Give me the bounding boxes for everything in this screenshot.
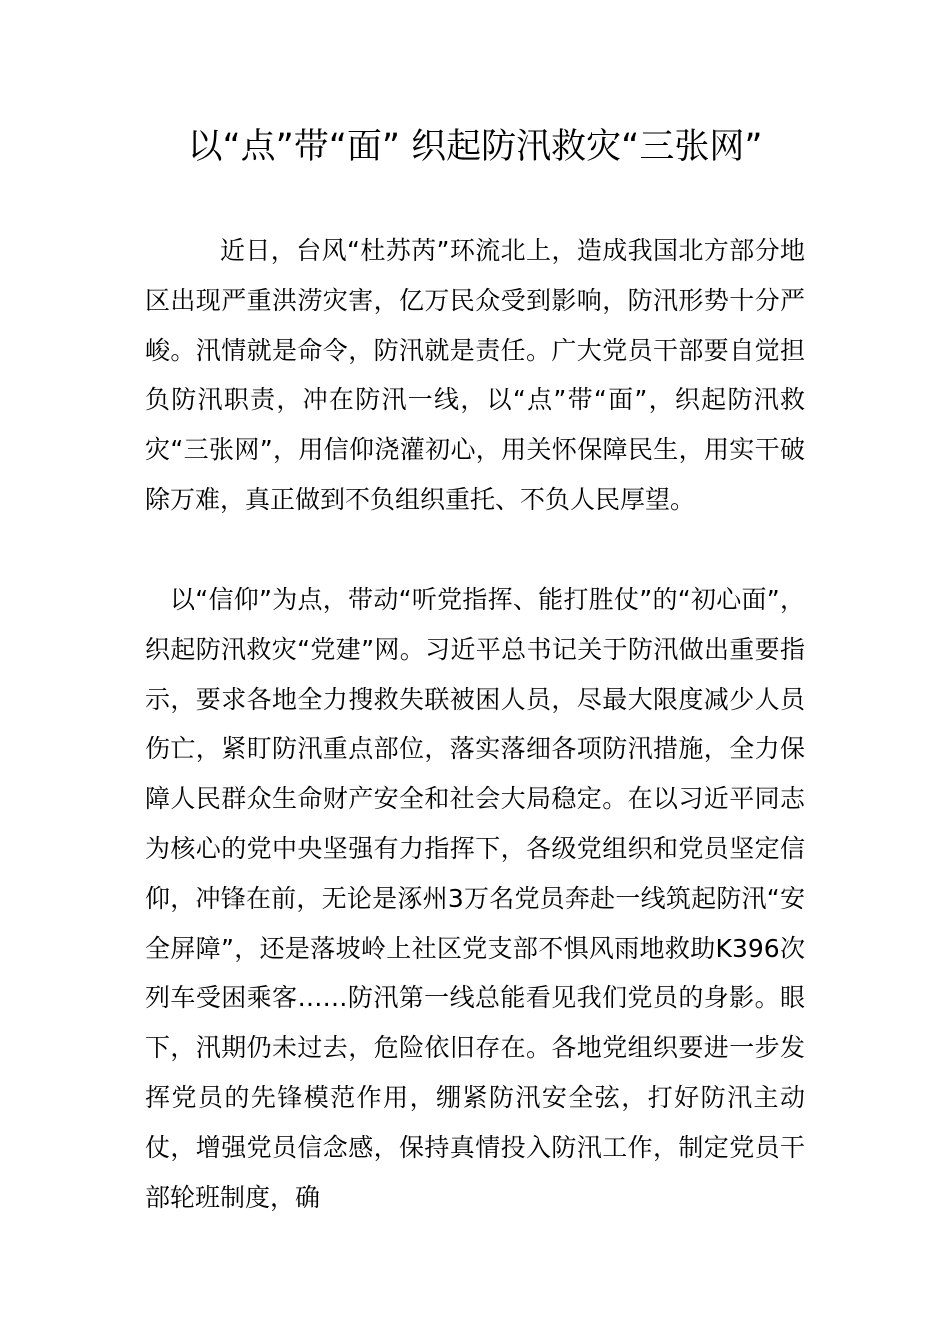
paragraph-faith: 以“信仰”为点，带动“听党指挥、能打胜仗”的“初心面”，织起防汛救灾“党建”网。习近平总书记关于防汛做出重要指示，要求各地全力搜救失联被困人员，尽最大限度减少人员伤亡，紧盯防汛重点部位，落实落细各项防汛措施，全力保障人民群众生命财产安全和社会大局稳定。在以习近平同志为核心的党中央坚强有力指挥下，各级党组织和党员坚定信仰，冲锋在前，无论是涿州3万名党员奔赴一线筑起防汛“安全屏障”，还是落坡岭上社区党支部不惧风雨地救助K396次列车受困乘客……防汛第一线总能看见我们党员的身影。眼下，汛期仍未过去，危险依旧存在。各地党组织要进一步发挥党员的先锋模范作用，绷紧防汛安全弦，打好防汛主动仗，增强党员信念感，保持真情投入防汛工作，制定党员干部轮班制度，确: [145, 585, 805, 1212]
paragraph-intro: 近日，台风“杜苏芮”环流北上，造成我国北方部分地区出现严重洪涝灾害，亿万民众受到影响，防汛形势十分严峻。汛情就是命令，防汛就是责任。广大党员干部要自觉担负防汛职责，冲在防汛一线，以“点”带“面”，织起防汛救灾“三张网”，用信仰浇灌初心，用关怀保障民生，用实干破除万难，真正做到不负组织重托、不负人民厚望。: [145, 236, 805, 514]
document-title: 以“点”带“面” 织起防汛救灾“三张网”: [187, 127, 763, 167]
